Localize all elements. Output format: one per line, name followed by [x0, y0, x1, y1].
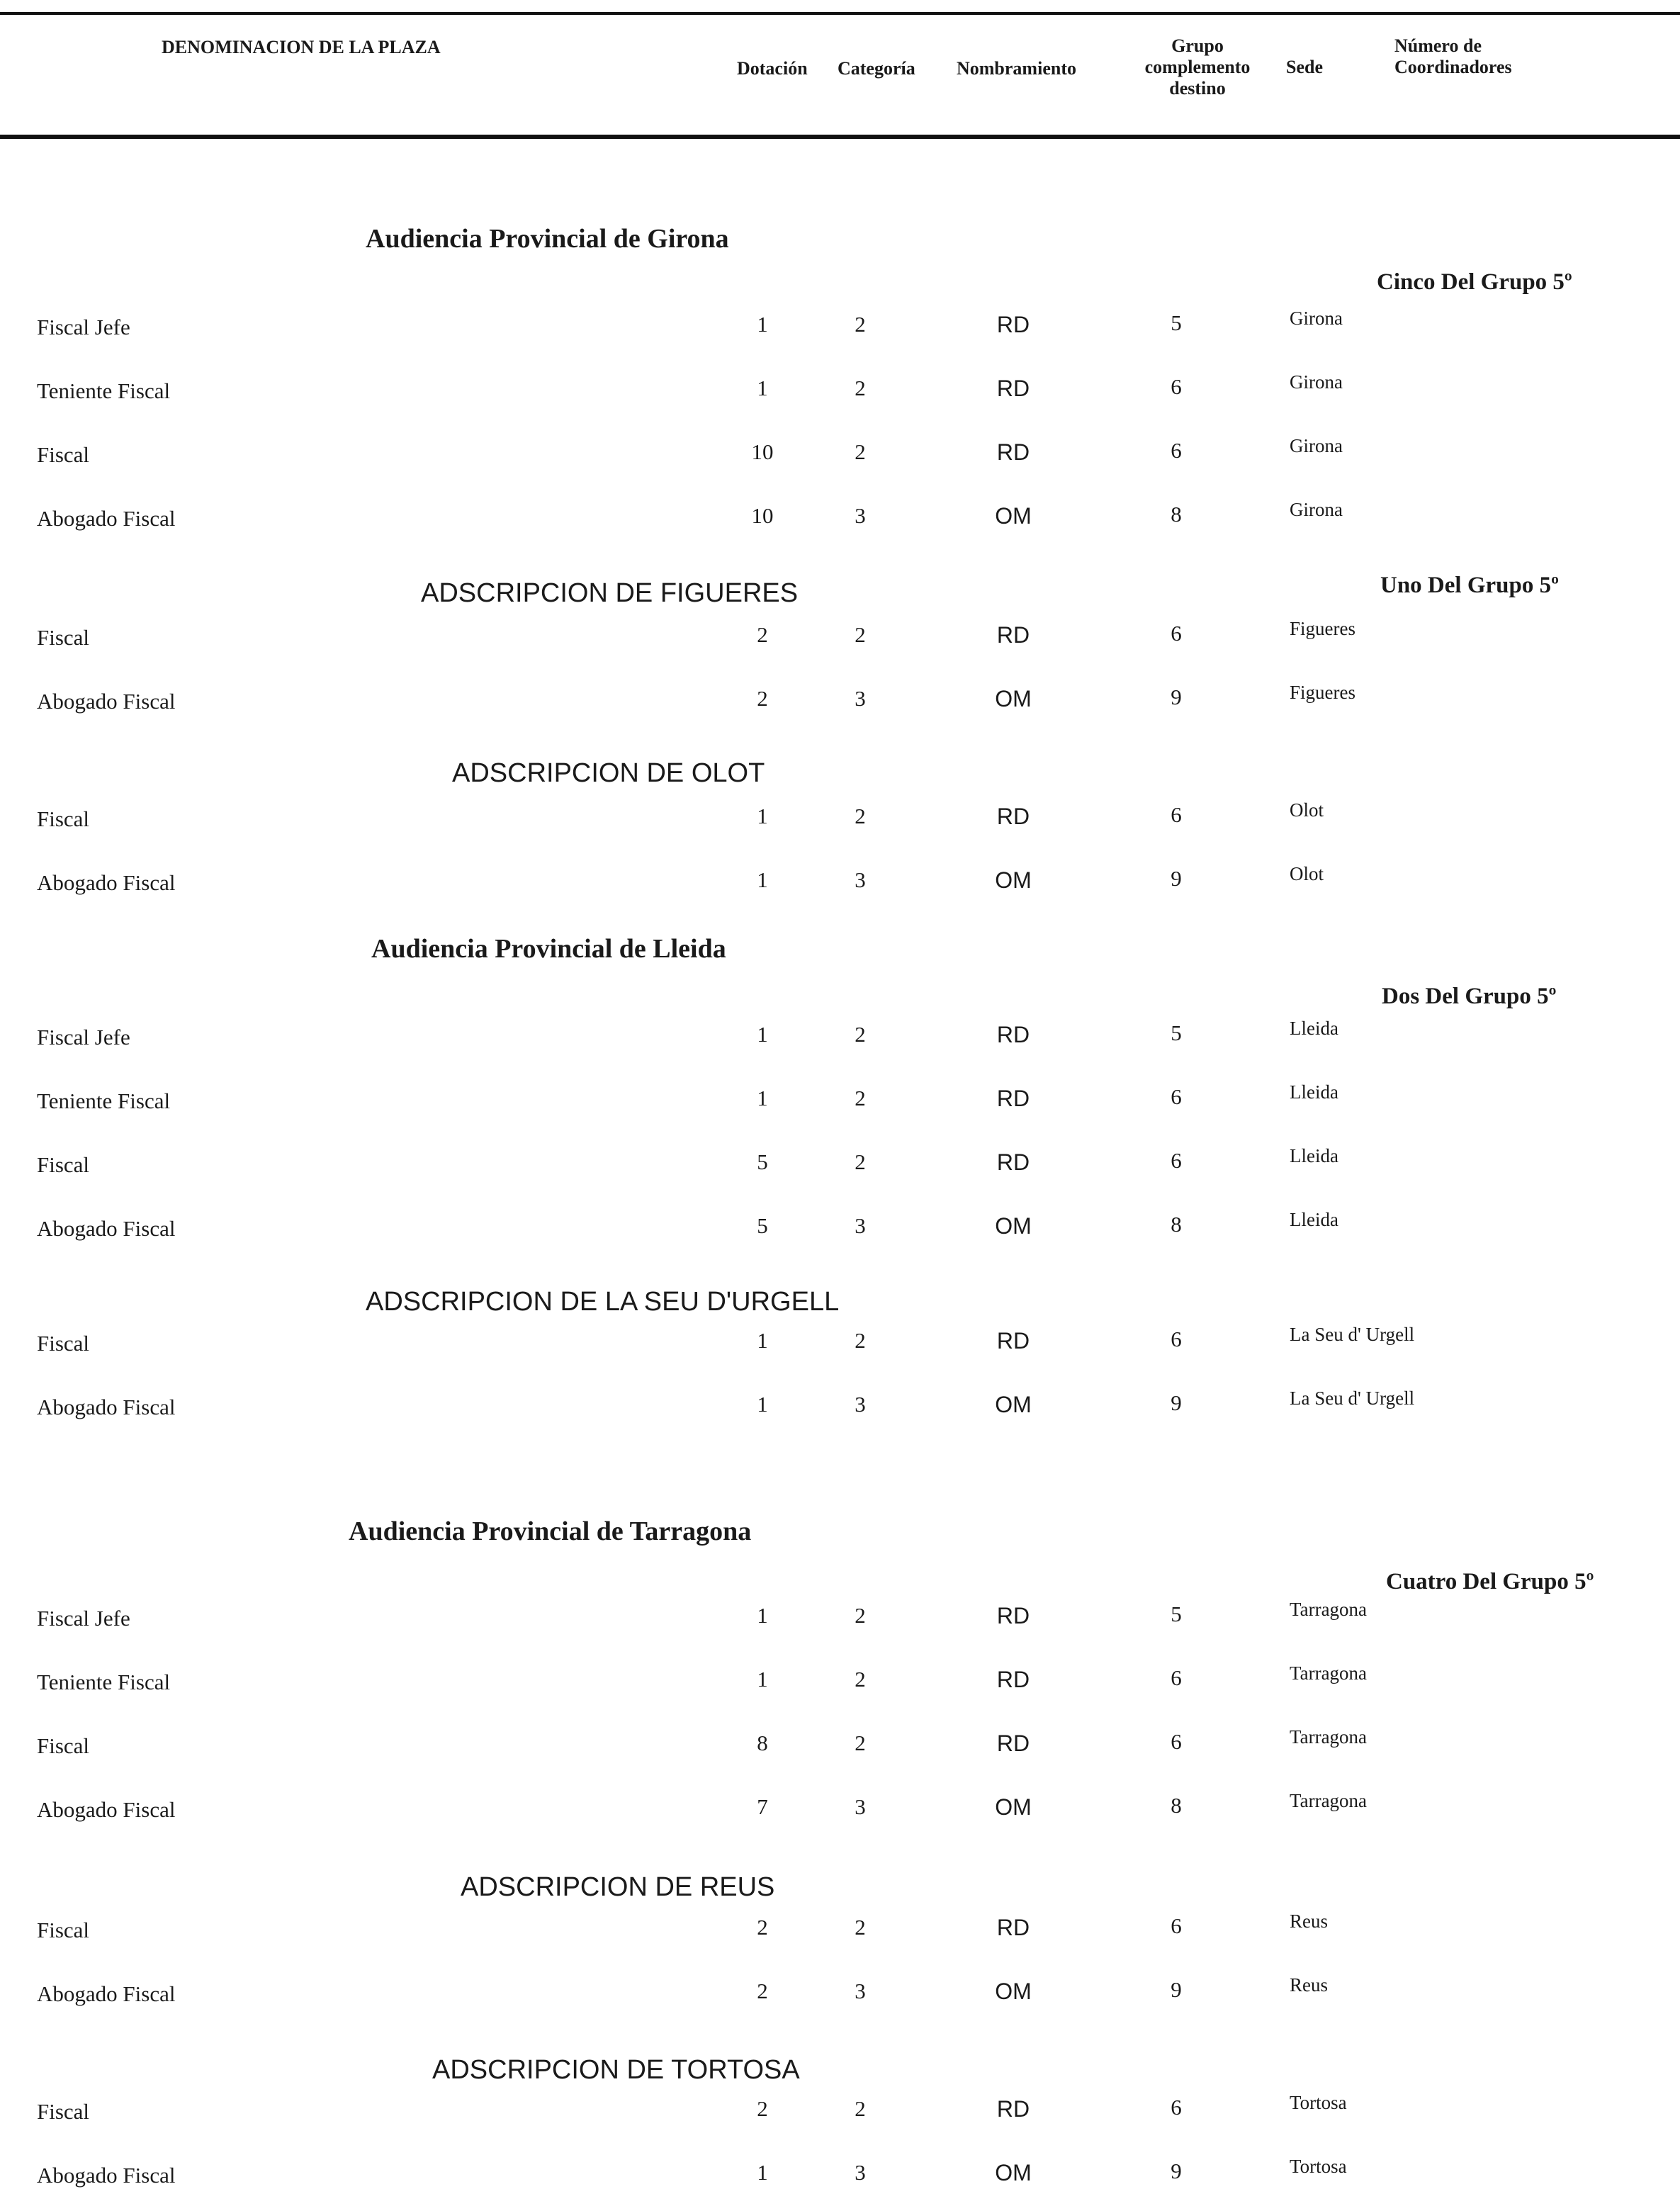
nombramiento-value: RD	[996, 1086, 1030, 1111]
coordinadores-count: Dos Del Grupo 5º	[1382, 984, 1557, 1009]
sede-value: Tortosa	[1290, 2092, 1347, 2113]
plaza-name: Fiscal	[37, 1733, 90, 1758]
plaza-name: Abogado Fiscal	[37, 1395, 176, 1419]
grupo-value: 6	[1171, 438, 1182, 463]
dotacion-value: 2	[757, 1915, 768, 1940]
header-dotacion: Dotación	[737, 58, 808, 79]
nombramiento-value: RD	[996, 1603, 1030, 1628]
plaza-name: Fiscal	[37, 442, 90, 467]
categoria-value: 3	[855, 1213, 866, 1238]
nombramiento-value: RD	[996, 1149, 1030, 1175]
plaza-name: Fiscal	[37, 625, 90, 650]
grupo-value: 9	[1171, 2159, 1182, 2183]
nombramiento-value: RD	[996, 312, 1030, 337]
categoria-value: 3	[855, 2160, 866, 2185]
grupo-value: 6	[1171, 802, 1182, 827]
dotacion-value: 1	[757, 1086, 768, 1110]
plaza-name: Teniente Fiscal	[37, 1670, 171, 1694]
plaza-name: Fiscal	[37, 1918, 90, 1942]
sede-value: Reus	[1290, 1974, 1328, 1996]
nombramiento-value: OM	[995, 686, 1032, 711]
header-coord-line: Número de	[1394, 35, 1482, 56]
sede-value: Girona	[1290, 371, 1343, 393]
grupo-value: 6	[1171, 1148, 1182, 1173]
sede-value: Tarragona	[1290, 1662, 1368, 1684]
section-title: ADSCRIPCION DE OLOT	[452, 758, 765, 788]
nombramiento-value: RD	[996, 1731, 1030, 1756]
grupo-value: 6	[1171, 1913, 1182, 1938]
sede-value: Tarragona	[1290, 1790, 1368, 1811]
dotacion-value: 2	[757, 622, 768, 647]
grupo-value: 6	[1171, 1327, 1182, 1351]
categoria-value: 3	[855, 867, 866, 892]
grupo-value: 9	[1171, 685, 1182, 709]
sede-value: Girona	[1290, 499, 1343, 520]
dotacion-value: 1	[757, 804, 768, 828]
section-title: ADSCRIPCION DE TORTOSA	[432, 2055, 800, 2085]
nombramiento-value: RD	[996, 622, 1030, 648]
categoria-value: 2	[855, 312, 866, 337]
sede-value: Figueres	[1290, 682, 1355, 703]
coordinadores-count: Cuatro Del Grupo 5º	[1386, 1569, 1594, 1594]
categoria-value: 2	[855, 2096, 866, 2121]
grupo-value: 5	[1171, 1602, 1182, 1626]
dotacion-value: 1	[757, 1022, 768, 1047]
nombramiento-value: OM	[995, 867, 1032, 893]
section-title: Audiencia Provincial de Tarragona	[349, 1516, 752, 1546]
categoria-value: 2	[855, 622, 866, 647]
nombramiento-value: OM	[995, 1794, 1032, 1820]
nombramiento-value: RD	[996, 1328, 1030, 1354]
plaza-name: Abogado Fiscal	[37, 1981, 176, 2006]
sede-value: La Seu d' Urgell	[1290, 1324, 1415, 1345]
sede-value: Olot	[1290, 799, 1324, 821]
plaza-name: Fiscal Jefe	[37, 315, 130, 339]
coordinadores-count: Uno Del Grupo 5º	[1380, 573, 1559, 598]
sede-value: Girona	[1290, 308, 1343, 329]
plaza-name: Abogado Fiscal	[37, 2163, 176, 2188]
plaza-name: Fiscal	[37, 1331, 90, 1356]
categoria-value: 3	[855, 1794, 866, 1819]
categoria-value: 2	[855, 1022, 866, 1047]
sede-value: Tarragona	[1290, 1726, 1368, 1748]
plaza-name: Fiscal	[37, 1152, 90, 1177]
plaza-name: Fiscal Jefe	[37, 1606, 130, 1631]
nombramiento-value: OM	[995, 1213, 1032, 1239]
grupo-value: 9	[1171, 866, 1182, 891]
categoria-value: 2	[855, 1915, 866, 1940]
header-nombramiento: Nombramiento	[957, 58, 1076, 79]
categoria-value: 3	[855, 503, 866, 528]
nombramiento-value: OM	[995, 503, 1032, 529]
categoria-value: 2	[855, 1603, 866, 1628]
dotacion-value: 2	[757, 1979, 768, 2003]
header-grupo-line: Grupo	[1171, 35, 1224, 56]
dotacion-value: 1	[757, 2160, 768, 2185]
sede-value: Lleida	[1290, 1209, 1338, 1230]
header-coordinadores	[1394, 35, 1512, 78]
section-title: ADSCRIPCION DE LA SEU D'URGELL	[366, 1287, 840, 1317]
nombramiento-value: RD	[996, 2096, 1030, 2122]
grupo-value: 8	[1171, 1793, 1182, 1818]
plaza-name: Abogado Fiscal	[37, 689, 176, 714]
grupo-value: 6	[1171, 621, 1182, 646]
nombramiento-value: RD	[996, 1022, 1030, 1047]
section-title: ADSCRIPCION DE REUS	[461, 1872, 775, 1902]
dotacion-value: 2	[757, 686, 768, 711]
categoria-value: 2	[855, 439, 866, 464]
header-grupo-line: destino	[1169, 78, 1226, 99]
dotacion-value: 1	[757, 376, 768, 400]
plaza-name: Fiscal	[37, 806, 90, 831]
dotacion-value: 7	[757, 1794, 768, 1819]
grupo-value: 5	[1171, 310, 1182, 335]
dotacion-value: 1	[757, 1603, 768, 1628]
header-top-rule	[0, 12, 1680, 15]
categoria-value: 3	[855, 1392, 866, 1417]
categoria-value: 3	[855, 1979, 866, 2003]
nombramiento-value: RD	[996, 439, 1030, 465]
grupo-value: 6	[1171, 374, 1182, 399]
categoria-value: 2	[855, 1667, 866, 1692]
header-categoria: Categoría	[838, 58, 915, 79]
sede-value: Tortosa	[1290, 2156, 1347, 2177]
header-sede: Sede	[1286, 57, 1323, 77]
dotacion-value: 2	[757, 2096, 768, 2121]
dotacion-value: 1	[757, 867, 768, 892]
categoria-value: 2	[855, 376, 866, 400]
plaza-name: Abogado Fiscal	[37, 1216, 176, 1241]
plaza-name: Teniente Fiscal	[37, 1088, 171, 1113]
sede-value: La Seu d' Urgell	[1290, 1388, 1415, 1409]
section-title: Audiencia Provincial de Lleida	[371, 934, 726, 964]
dotacion-value: 10	[751, 503, 774, 528]
grupo-value: 5	[1171, 1020, 1182, 1045]
section-title: ADSCRIPCION DE FIGUERES	[421, 578, 799, 608]
categoria-value: 3	[855, 686, 866, 711]
plaza-name: Abogado Fiscal	[37, 1797, 176, 1822]
section-title: Audiencia Provincial de Girona	[366, 224, 729, 254]
nombramiento-value: OM	[995, 1979, 1032, 2004]
grupo-value: 8	[1171, 1212, 1182, 1237]
dotacion-value: 5	[757, 1149, 768, 1174]
nombramiento-value: OM	[995, 1392, 1032, 1417]
plaza-name: Abogado Fiscal	[37, 506, 176, 531]
grupo-value: 6	[1171, 1665, 1182, 1690]
grupo-value: 9	[1171, 1390, 1182, 1415]
dotacion-value: 5	[757, 1213, 768, 1238]
sede-value: Lleida	[1290, 1081, 1338, 1103]
nombramiento-value: RD	[996, 804, 1030, 829]
sede-value: Olot	[1290, 863, 1324, 884]
grupo-value: 6	[1171, 1729, 1182, 1754]
dotacion-value: 1	[757, 312, 768, 337]
plaza-name: Fiscal	[37, 2099, 90, 2124]
plaza-name: Fiscal Jefe	[37, 1025, 130, 1050]
dotacion-value: 10	[751, 439, 774, 464]
grupo-value: 6	[1171, 2095, 1182, 2120]
categoria-value: 2	[855, 1086, 866, 1110]
header-coord-line: Coordinadores	[1394, 57, 1512, 77]
grupo-value: 6	[1171, 1084, 1182, 1109]
header-denominacion: DENOMINACION DE LA PLAZA	[162, 37, 441, 57]
sede-value: Lleida	[1290, 1145, 1338, 1166]
header-grupo-line: complemento	[1144, 57, 1251, 77]
categoria-value: 2	[855, 1149, 866, 1174]
sede-value: Lleida	[1290, 1018, 1338, 1039]
sede-value: Reus	[1290, 1911, 1328, 1932]
dotacion-value: 1	[757, 1667, 768, 1692]
grupo-value: 9	[1171, 1977, 1182, 2002]
grupo-value: 8	[1171, 502, 1182, 527]
dotacion-value: 1	[757, 1392, 768, 1417]
nombramiento-value: RD	[996, 1667, 1030, 1692]
sede-value: Figueres	[1290, 618, 1355, 639]
header-grupo-complemento-destino	[1127, 35, 1268, 99]
nombramiento-value: RD	[996, 1915, 1030, 1940]
dotacion-value: 8	[757, 1731, 768, 1755]
sede-value: Tarragona	[1290, 1599, 1368, 1620]
categoria-value: 2	[855, 1731, 866, 1755]
nombramiento-value: OM	[995, 2160, 1032, 2185]
nombramiento-value: RD	[996, 376, 1030, 401]
categoria-value: 2	[855, 1328, 866, 1353]
plaza-name: Teniente Fiscal	[37, 378, 171, 403]
plaza-name: Abogado Fiscal	[37, 870, 176, 895]
coordinadores-count: Cinco Del Grupo 5º	[1377, 269, 1572, 295]
sede-value: Girona	[1290, 435, 1343, 456]
header-bottom-rule	[0, 135, 1680, 139]
categoria-value: 2	[855, 804, 866, 828]
dotacion-value: 1	[757, 1328, 768, 1353]
